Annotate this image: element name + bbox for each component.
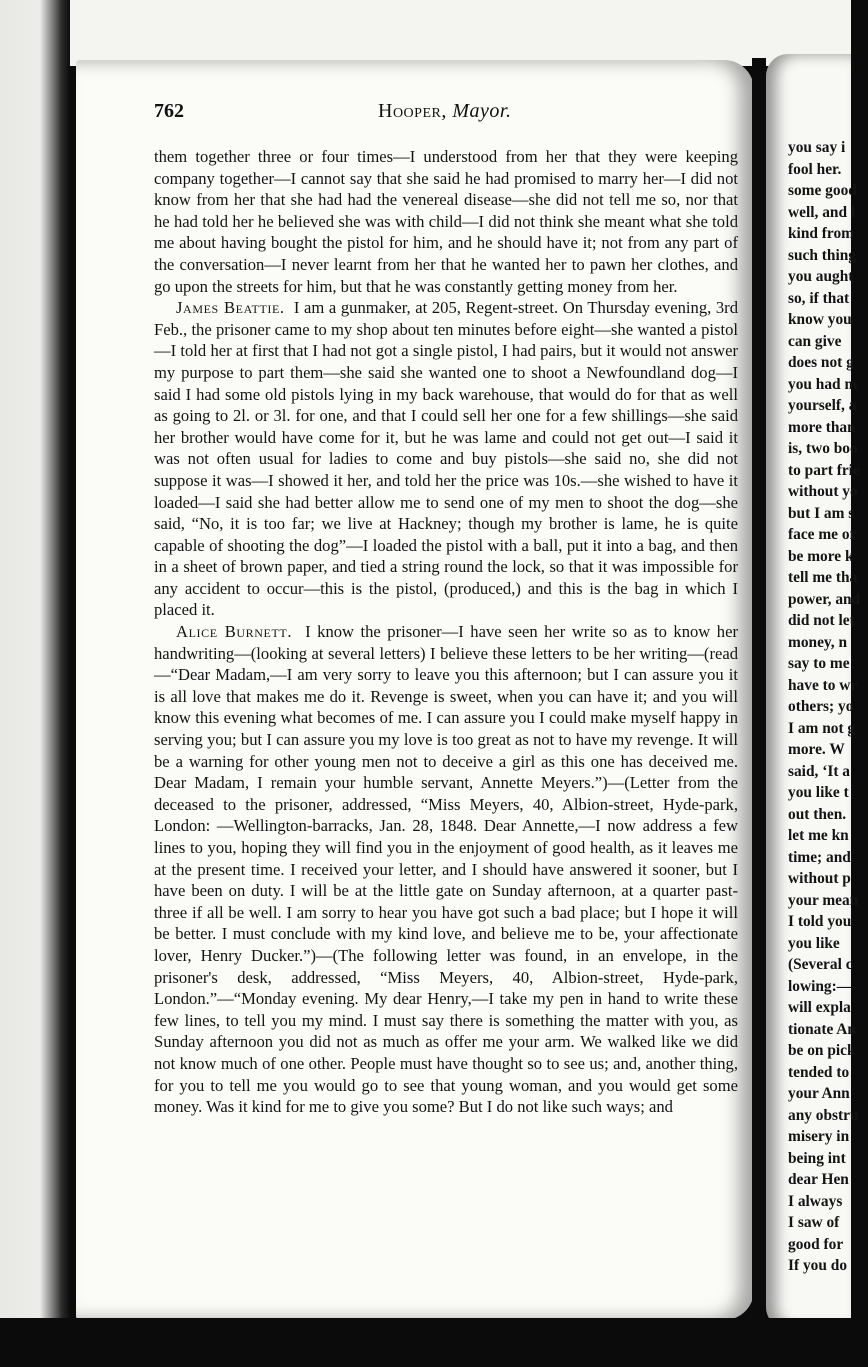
book-gutter [752,58,766,1328]
right-page-line: any obstru [788,1106,859,1124]
right-page-line: will expla [788,999,851,1016]
right-page-line: tionate An [788,1020,856,1038]
right-page-line: you like [788,934,840,952]
left-page [76,60,754,1320]
right-page-line: you say i [788,139,846,156]
right-page-line: If you do [788,1257,848,1274]
right-page-line: know you [788,311,852,328]
speaker-name: Alice Burnett. [176,622,293,642]
page-header [154,100,754,130]
right-page-line: let me kn [788,827,849,844]
right-page-line: others; yo [788,698,854,715]
paragraph-witness-burnett [154,621,738,1118]
right-page-line: does not g [788,354,854,371]
right-page-line: you had m [788,375,858,393]
running-title-role: Mayor. [452,100,512,122]
running-title [378,100,511,123]
right-page-line: such thing [788,246,857,264]
paragraph-text: them together three or four times—I understood from her that they were keeping company together—I cannot say that she said he had promised to marry her—I did not know from her that she had had the venereal disease—she did not tell me so, nor that he had told her he believed she was with child—I did not think she meant what she told me about having bought the pistol for him, and he should have it; not from any part of the conversation—I never learnt from her that he wanted her to pawn her clothes, and go upon the streets for him, but that he was constantly getting money from her. [154,147,738,296]
right-page-line: power, and [788,590,861,608]
page-number: 762 [154,100,184,122]
running-title-name: Hooper, [378,100,447,122]
right-page-line: without p [788,870,851,887]
right-page-line: say to me [788,655,850,672]
right-page-line: I am not g [788,719,856,737]
paragraph-witness-beattie [154,297,738,621]
right-page-text [788,137,868,1277]
right-page-line: is, two boo [788,440,858,457]
right-page-line: dear Hen [788,1171,849,1188]
right-page-line: said, ‘It a [788,762,850,780]
right-page-line: good for [788,1235,844,1253]
right-page-line: money, n [788,633,848,651]
right-page-line: time; and [788,848,851,866]
right-page-line: be more k [788,547,854,565]
right-page-line: I told you [788,913,852,930]
paragraph-text: I am a gunmaker, at 205, Regent-street. On Thursday evening, 3rd Feb., the prisoner came to my shop about ten minutes before eight—she wanted a pistol—I told her at first that I had not got a single pistol, I had pairs, but it would not answer my purpose to part them—she said she wanted one to shoot a Newfoundland dog—I said I had some old pistols lying in my back warehouse, that would do for that as well as going to 2l. or 3l. for one, and that I could sell her one for a few shillings—she said her brother would have come for it, but he was lame and could not get out—I said it was not often usual for ladies to come and buy pistols—she said no, she did not suppose it was—I showed it her, and told her the price was 10s.—she wished to have it loaded—I said she had better allow me to send one of my men to shoot the dog—she said, “No, it is too far; we live at Hackney; though my brother is lame, he is quite capable of shooting the dog”—I loaded the pistol with a ball, put it into a bag, and then in a sheet of brown paper, and tied a string round the lock, so that it was impossible for any accident to occur—this is the pistol, (produced,) and this is the bag in which I placed it. [154,298,739,620]
right-page-line: I always [788,1192,843,1210]
right-page-line: did not let [788,612,855,629]
speaker-name: James Beattie. [176,298,285,318]
right-page-line: have to wr [788,676,858,694]
right-page-line: more. W [788,741,845,758]
right-page [766,54,861,1329]
body-text [154,146,738,1118]
right-page-line: to part frie [788,461,860,479]
right-page-line: being int [788,1149,846,1167]
right-page-line: your mean [788,891,859,909]
right-page-line: some good [788,182,857,199]
right-page-line: tell me tha [788,569,858,586]
right-page-line: fool her. [788,160,842,178]
right-page-line: but I am s [788,504,855,522]
right-page-line: (Several c [788,956,853,973]
right-page-line: you like t [788,784,849,801]
right-page-line: lowing:— [788,977,853,995]
right-page-line: well, and l [788,203,856,221]
right-page-line: tended to [788,1063,850,1081]
right-page-line: more than [788,418,856,436]
paragraph-text: I know the prisoner—I have seen her write so as to know her handwriting—(looking at several letters) I believe these letters to be her writing—(read—“Dear Madam,—I am very sorry to leave you this afternoon; but I can assure you it is all love that makes me do it. Revenge is sweet, when you can have it; and you will know this evening what becomes of me. I can assure you I could make myself happy in serving you; but I can assure you my love is too great as not to have my revenge. It will be a warning for other young men not to deceive a girl as this one has deceived me. Dear Madam, I remain your humble servant, Annette Meyers.”)—(Letter from the deceased to the prisoner, addressed, “Miss Meyers, 40, Albion-street, Hyde-park, London: —Wellington-barracks, Jan. 28, 1848. Dear Annette,—I now address a few lines to you, hoping they will find you in the enjoyment of good health, as it leaves me at the present time. I received your letter, and I should have answered it sooner, but I have been on duty. I will be at the little gate on Sunday afternoon, at a quarter past-three if all be well. I am sorry to hear you have got such a bad place; but I hope it will be better. I must conclude with my kind love, and believe me to be, your affectionate lover, Henry Ducker.”)—(The following letter was found, in an envelope, in the prisoner's desk, addressed, “Miss Meyers, 40, Albion-street, Hyde-park, London.”—“Monday evening. My dear Henry,—I take my pen in hand to write these few lines, to tell you my mind. I must say there is something the matter with you, as Sunday afternoon you did not as much as offer me your arm. We walked like we did not know much of one other. People must have thought so to see us; and, another thing, for you to tell me you would go to see that young woman, and you would get some money. Was it kind for me to give you some? But I do not like such ways; and [154,622,738,1117]
right-page-line: misery in [788,1128,850,1145]
book-edge-left [0,0,70,1367]
right-page-line: face me or [788,526,857,543]
right-page-line: be on pick [788,1042,856,1059]
right-page-line: without yo [788,483,858,500]
right-page-line: you aught [788,268,854,285]
right-page-line: your Ann [788,1085,850,1102]
right-page-line: out then. [788,805,847,823]
right-page-line: can give [788,332,842,350]
right-page-line: yourself, a [788,397,857,414]
right-page-line: so, if that [788,289,850,307]
right-page-line: kind from [788,225,854,242]
paragraph-continuation [154,146,738,297]
scan-bottom-edge [0,1318,851,1367]
right-page-line: I saw of [788,1214,840,1231]
scan-background [0,0,851,66]
